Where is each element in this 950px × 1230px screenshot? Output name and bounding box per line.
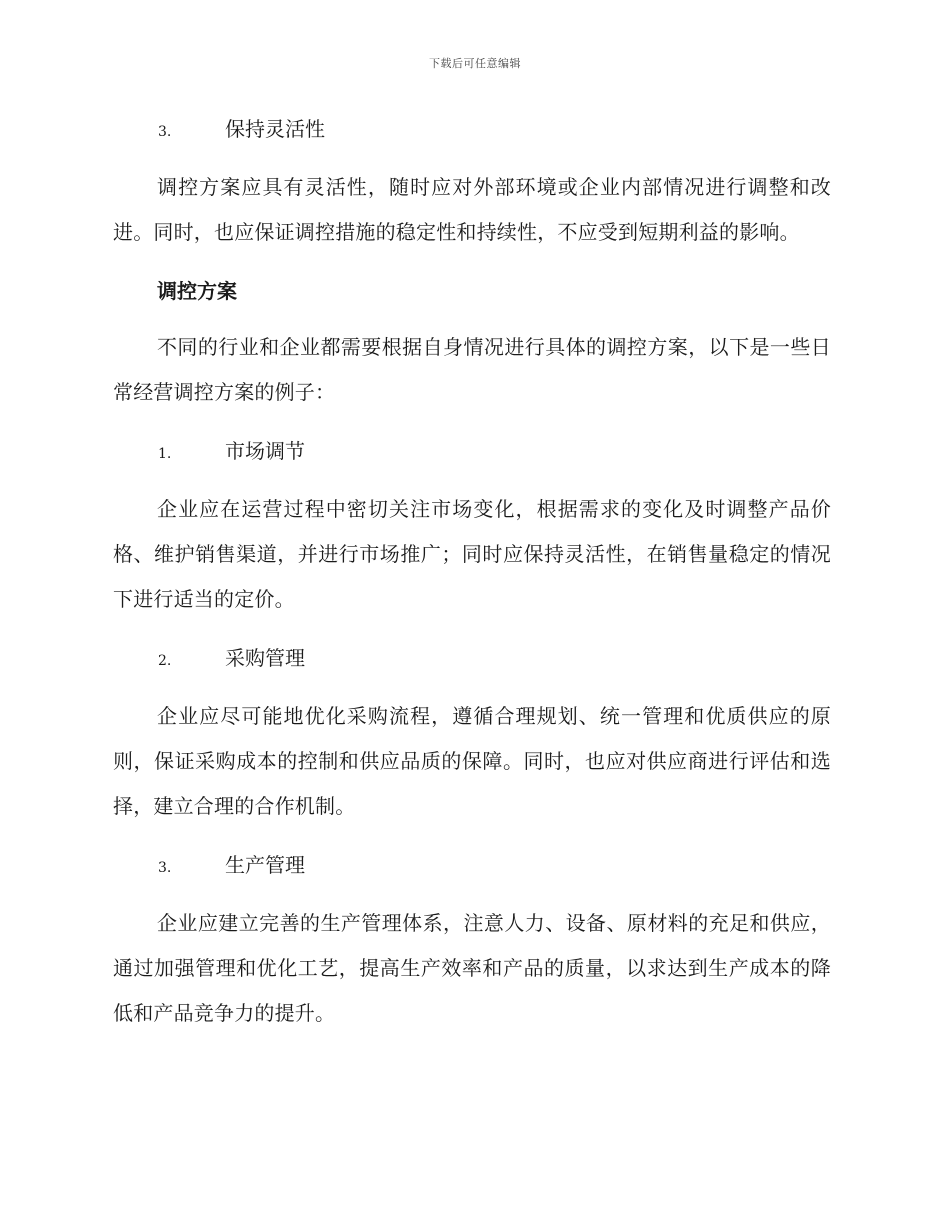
paragraph-market: 企业应在运营过程中密切关注市场变化，根据需求的变化及时调整产品价格、维护销售渠道，并进行市场推广；同时应保持灵活性，在销售量稳定的情况下进行适当的定价。 (113, 497, 831, 611)
list-heading-production (158, 844, 831, 886)
paragraph-flexibility: 调控方案应具有灵活性，随时应对外部环境或企业内部情况进行调整和改进。同时，也应保证调控措施的稳定性和持续性，不应受到短期利益的影响。 (113, 175, 831, 244)
list-title: 采购管理 (225, 646, 305, 670)
section-title: 调控方案 (157, 279, 237, 303)
paragraph-production: 企业应建立完善的生产管理体系，注意人力、设备、原材料的充足和供应，通过加强管理和优化工艺，提高生产效率和产品的质量，以求达到生产成本的降低和产品竞争力的提升。 (113, 911, 831, 1025)
page-header-note: 下载后可任意编辑 (429, 57, 521, 70)
list-number: 3. (158, 860, 172, 876)
list-heading-procurement (158, 637, 831, 679)
list-number: 2. (158, 653, 172, 669)
list-title: 市场调节 (225, 439, 305, 463)
list-number: 3. (158, 124, 172, 140)
list-title: 保持灵活性 (225, 117, 325, 141)
list-heading-market (158, 430, 831, 472)
paragraph-intro: 不同的行业和企业都需要根据自身情况进行具体的调控方案，以下是一些日常经营调控方案的例子： (113, 335, 831, 404)
list-heading-flexibility (158, 108, 831, 150)
list-title: 生产管理 (225, 853, 305, 877)
list-number: 1. (158, 446, 172, 462)
document-body (113, 108, 831, 1051)
paragraph-procurement: 企业应尽可能地优化采购流程，遵循合理规划、统一管理和优质供应的原则，保证采购成本的控制和供应品质的保障。同时，也应对供应商进行评估和选择，建立合理的合作机制。 (113, 704, 831, 818)
